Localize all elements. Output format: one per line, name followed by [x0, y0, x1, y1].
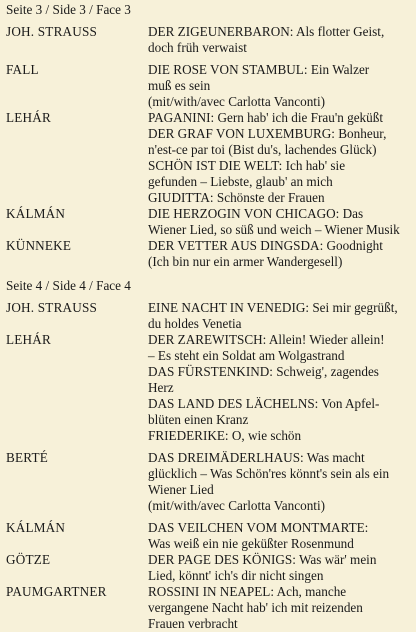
- work-line: (Ich bin nur ein armer Wandergesell): [148, 254, 343, 269]
- work-line: SCHÖN IST DIE WELT: Ich hab' sie: [148, 158, 346, 173]
- work-line: DER VETTER AUS DINGSDA: Goodnight: [148, 238, 383, 253]
- composer-name: LEHÁR: [6, 332, 51, 347]
- work-line: Herz: [148, 380, 174, 395]
- work-line: DAS FÜRSTENKIND: Schweig', zagendes: [148, 364, 379, 379]
- work-line: glücklich – Was Schön'res könnt's sein als ein: [148, 466, 390, 481]
- entry-gotze: [6, 552, 410, 584]
- entry-kalman-side3: [6, 206, 410, 238]
- side-4-header: Seite 4 / Side 4 / Face 4: [6, 278, 131, 293]
- work-line: GIUDITTA: Schönste der Frauen: [148, 190, 325, 205]
- work-line: Wiener Lied: [148, 482, 214, 497]
- work-line: DER PAGE DES KÖNIGS: Was wär' mein: [148, 552, 377, 567]
- side-3-header: Seite 3 / Side 3 / Face 3: [6, 2, 131, 17]
- entry-strauss-side3: [6, 24, 410, 56]
- work-line: muß es sein: [148, 78, 211, 93]
- work-line: DIE HERZOGIN VON CHICAGO: Das: [148, 206, 364, 221]
- work-line: EINE NACHT IN VENEDIG: Sei mir gegrüßt,: [148, 300, 398, 315]
- composer-name: PAUMGARTNER: [6, 584, 107, 599]
- work-line: DER ZIGEUNERBARON: Als flotter Geist,: [148, 24, 385, 39]
- work-line: du holdes Venetia: [148, 316, 242, 331]
- work-line: n'est-ce par toi (Bist du's, lachendes Glück): [148, 142, 377, 157]
- work-line: (mit/with/avec Carlotta Vanconti): [148, 94, 326, 109]
- composer-name: GÖTZE: [6, 552, 51, 567]
- work-line: DAS LAND DES LÄCHELNS: Von Apfel-: [148, 396, 380, 411]
- entry-kunneke: [6, 238, 410, 270]
- entry-lehar-side4: [6, 332, 410, 444]
- composer-name: LEHÁR: [6, 110, 51, 125]
- work-line: FRIEDERIKE: O, wie schön: [148, 428, 302, 443]
- entry-kalman-side4: [6, 520, 410, 552]
- work-line: DER ZAREWITSCH: Allein! Wieder allein!: [148, 332, 385, 347]
- composer-name: KÜNNEKE: [6, 238, 72, 253]
- work-line: gefunden – Liebste, glaub' an mich: [148, 174, 333, 189]
- composer-name: KÁLMÁN: [6, 206, 66, 221]
- composer-name: FALL: [6, 62, 39, 77]
- work-line: doch früh verwaist: [148, 40, 247, 55]
- entry-paumgartner: [6, 584, 410, 632]
- entry-berte: [6, 450, 410, 514]
- work-line: DAS DREIMÄDERLHAUS: Was macht: [148, 450, 365, 465]
- entry-strauss-side4: [6, 300, 410, 332]
- work-line: vergangene Nacht hab' ich mit reizenden: [148, 600, 363, 615]
- work-line: (mit/with/avec Carlotta Vanconti): [148, 498, 326, 513]
- work-line: Wiener Lied, so süß und weich – Wiener Musik: [148, 222, 400, 237]
- work-line: Was weiß ein nie geküßter Rosenmund: [148, 536, 354, 551]
- work-line: DER GRAF VON LUXEMBURG: Bonheur,: [148, 126, 387, 141]
- work-line: Lied, könnt' ich's dir nicht singen: [148, 568, 324, 583]
- work-line: PAGANINI: Gern hab' ich die Frau'n geküßt: [148, 110, 384, 125]
- composer-name: JOH. STRAUSS: [6, 300, 98, 315]
- work-line: – Es steht ein Soldat am Wolgastrand: [148, 348, 345, 363]
- work-line: DIE ROSE VON STAMBUL: Ein Walzer: [148, 62, 370, 77]
- entry-lehar-side3: [6, 110, 410, 206]
- composer-name: BERTÉ: [6, 450, 48, 465]
- work-line: DAS VEILCHEN VOM MONTMARTE:: [148, 520, 369, 535]
- work-line: ROSSINI IN NEAPEL: Ach, manche: [148, 584, 347, 599]
- composer-name: JOH. STRAUSS: [6, 24, 98, 39]
- work-line: Frauen verbracht: [148, 616, 238, 631]
- composer-name: KÁLMÁN: [6, 520, 66, 535]
- work-line: blüten einen Kranz: [148, 412, 249, 427]
- entry-fall: [6, 62, 410, 110]
